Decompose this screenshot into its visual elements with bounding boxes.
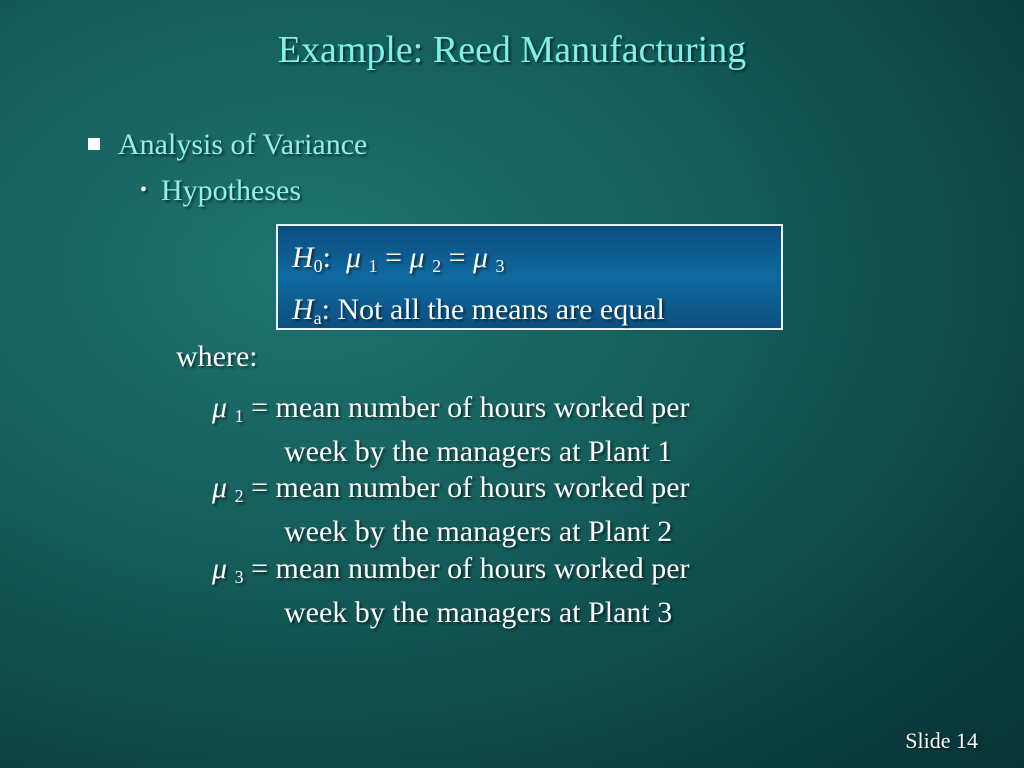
slide-number: Slide 14 xyxy=(905,728,978,753)
definition-line2: week by the managers at Plant 1 xyxy=(284,435,673,468)
hypotheses-box xyxy=(276,224,783,330)
bullet-level2 xyxy=(140,174,301,208)
mu-symbol: μ xyxy=(212,552,228,585)
h0-symbol: H xyxy=(292,241,314,274)
mu-symbol: μ xyxy=(212,391,228,424)
definition-line1: = mean number of hours worked per xyxy=(251,391,690,424)
equals-sign: = xyxy=(448,241,466,274)
mu-symbol: μ xyxy=(409,241,425,274)
slide-title: Example: Reed Manufacturing xyxy=(277,29,747,71)
definition-line1: = mean number of hours worked per xyxy=(251,552,690,585)
definition-line2: week by the managers at Plant 3 xyxy=(284,596,673,629)
ha-text: : Not all the means are equal xyxy=(321,293,665,326)
h0-subscript: 0 xyxy=(313,256,323,276)
definition-line1: = mean number of hours worked per xyxy=(251,471,690,504)
bullet-level1-text: Analysis of Variance xyxy=(118,128,368,161)
dot-bullet-icon: • xyxy=(140,179,148,201)
mu1-subscript: 1 xyxy=(368,256,378,276)
definition-subscript: 1 xyxy=(234,406,244,426)
h0-colon: : xyxy=(322,241,332,274)
mu-symbol: μ xyxy=(212,471,228,504)
mu3-subscript: 3 xyxy=(495,256,505,276)
definition-mu1 xyxy=(212,390,690,470)
mu-symbol: μ xyxy=(346,241,362,274)
equals-sign: = xyxy=(385,241,402,274)
bullet-level1 xyxy=(88,128,367,162)
ha-symbol: H xyxy=(292,293,314,326)
definition-subscript: 2 xyxy=(234,486,244,506)
mu-symbol: μ xyxy=(472,241,489,274)
definition-mu3 xyxy=(212,551,690,631)
bullet-level2-text: Hypotheses xyxy=(161,174,301,207)
definition-subscript: 3 xyxy=(234,567,244,587)
mu2-subscript: 2 xyxy=(432,256,442,276)
definition-mu2 xyxy=(212,470,690,550)
where-label: where: xyxy=(176,340,258,373)
ha-subscript: a xyxy=(313,308,322,328)
alternative-hypothesis xyxy=(292,288,781,340)
square-bullet-icon xyxy=(88,138,100,150)
definition-line2: week by the managers at Plant 2 xyxy=(284,515,673,548)
null-hypothesis xyxy=(292,236,781,288)
